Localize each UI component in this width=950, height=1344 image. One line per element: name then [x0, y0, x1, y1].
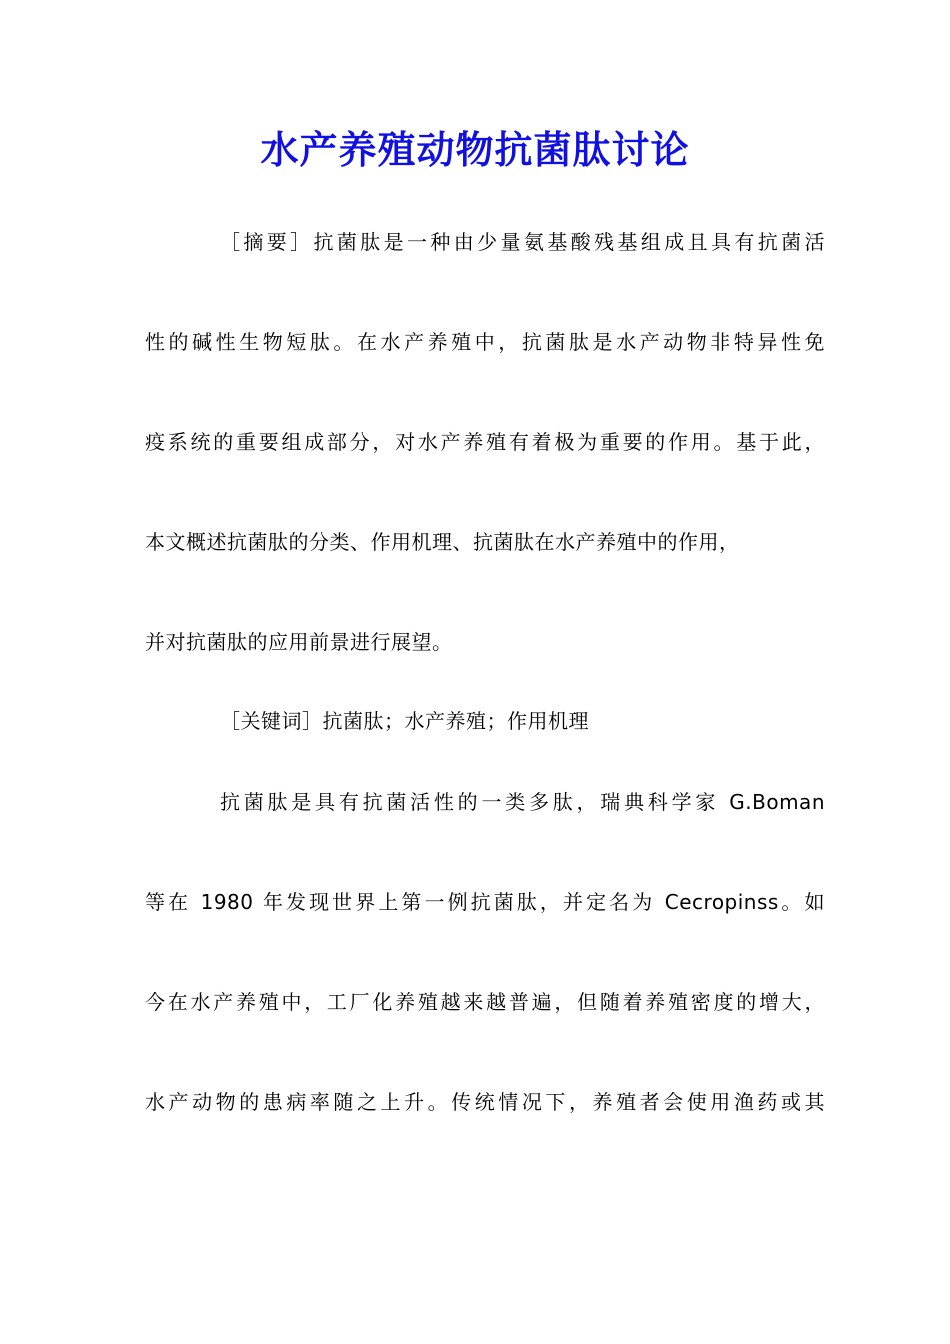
body-line: 抗菌肽是具有抗菌活性的一类多肽，瑞典科学家 G.Boman [220, 790, 825, 814]
document-title: 水产养殖动物抗菌肽讨论 [260, 127, 690, 172]
keywords-line: ［关键词］抗菌肽；水产养殖；作用机理 [220, 709, 589, 733]
body-line: 今在水产养殖中，工厂化养殖越来越普遍，但随着养殖密度的增大， [145, 990, 825, 1014]
abstract-line: 性的碱性生物短肽。在水产养殖中，抗菌肽是水产动物非特异性免 [145, 330, 825, 354]
body-line: 水产动物的患病率随之上升。传统情况下，养殖者会使用渔药或其 [145, 1090, 825, 1114]
abstract-line: ［摘要］抗菌肽是一种由少量氨基酸残基组成且具有抗菌活 [220, 230, 825, 254]
body-line: 等在 1980 年发现世界上第一例抗菌肽，并定名为 Cecropinss。如 [145, 890, 825, 914]
abstract-line: 本文概述抗菌肽的分类、作用机理、抗菌肽在水产养殖中的作用， [145, 530, 740, 554]
abstract-line: 疫系统的重要组成部分，对水产养殖有着极为重要的作用。基于此， [145, 430, 825, 454]
abstract-line: 并对抗菌肽的应用前景进行展望。 [145, 630, 453, 654]
